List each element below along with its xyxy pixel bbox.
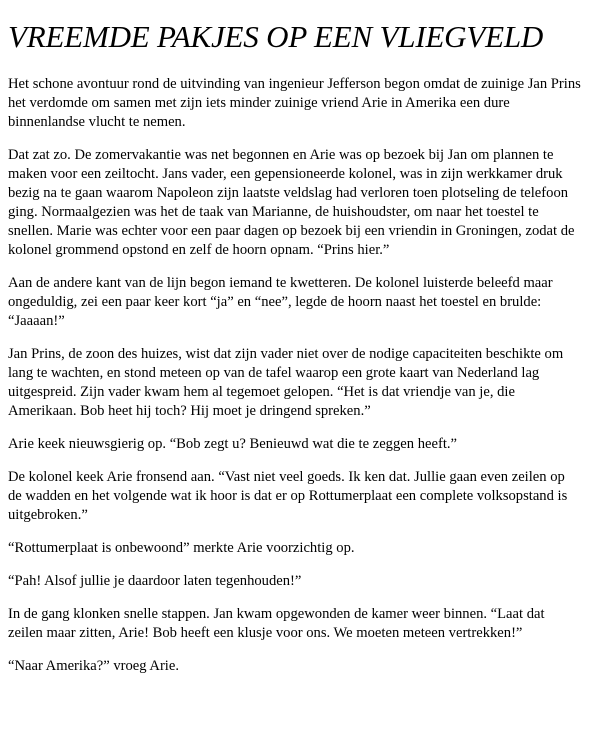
paragraph: Jan Prins, de zoon des huizes, wist dat zijn vader niet over de nodige capaciteiten beschikte om lang te wachten, en stond meteen op van de tafel waarop een grote kaart van Nederland lag uitgespreid. Zijn vader kwam hem al tegemoet gelopen. “Het is dat vriendje van je, die Amerikaan. Bob heet hij toch? Hij moet je dringend spreken.” [8,346,564,419]
paragraph: Aan de andere kant van de lijn begon iemand te kwetteren. De kolonel luisterde beleefd maar ongeduldig, zei een paar keer kort “ja” en “nee”, legde de hoorn naast het toestel en brulde: “Jaaaan!” [8,275,553,329]
document-page [8,18,582,690]
paragraph: “Rottumerplaat is onbewoond” merkte Arie voorzichtig op. [8,540,355,556]
paragraph: Dat zat zo. De zomervakantie was net begonnen en Arie was op bezoek bij Jan om plannen te maken voor een zeiltocht. Jans vader, een gepensioneerde kolonel, was in zijn werkkamer druk bezig na te gaan waarom Napoleon zijn laatste veldslag had verloren toen plotseling de telefoon ging. Normaalgezien was het de taak van Marianne, de huishoudster, om naar het toestel te snellen. Marie was echter voor een paar dagen op bezoek bij een vriendin in Groningen, zodat de kolonel grommend opstond en zelf de hoorn opnam. “Prins hier.” [8,147,575,258]
paragraph: “Naar Amerika?” vroeg Arie. [8,658,179,674]
paragraph: Arie keek nieuwsgierig op. “Bob zegt u? Benieuwd wat die te zeggen heeft.” [8,436,457,452]
paragraph: De kolonel keek Arie fronsend aan. “Vast niet veel goeds. Ik ken dat. Jullie gaan even zeilen op de wadden en het volgende wat ik hoor is dat er op Rottumerplaat een complete volksopstand is uitgebroken.” [8,469,568,523]
paragraph: In de gang klonken snelle stappen. Jan kwam opgewonden de kamer weer binnen. “Laat dat zeilen maar zitten, Arie! Bob heeft een klusje voor ons. We moeten meteen vertrekken!” [8,606,545,641]
paragraph: “Pah! Alsof jullie je daardoor laten tegenhouden!” [8,573,302,589]
chapter-title: VREEMDE PAKJES OP EEN VLIEGVELD [8,19,544,54]
paragraph: Het schone avontuur rond de uitvinding van ingenieur Jefferson begon omdat de zuinige Jan Prins het verdomde om samen met zijn iets minder zuinige vriend Arie in Amerika een dure binnenlandse vlucht te nemen. [8,76,581,130]
